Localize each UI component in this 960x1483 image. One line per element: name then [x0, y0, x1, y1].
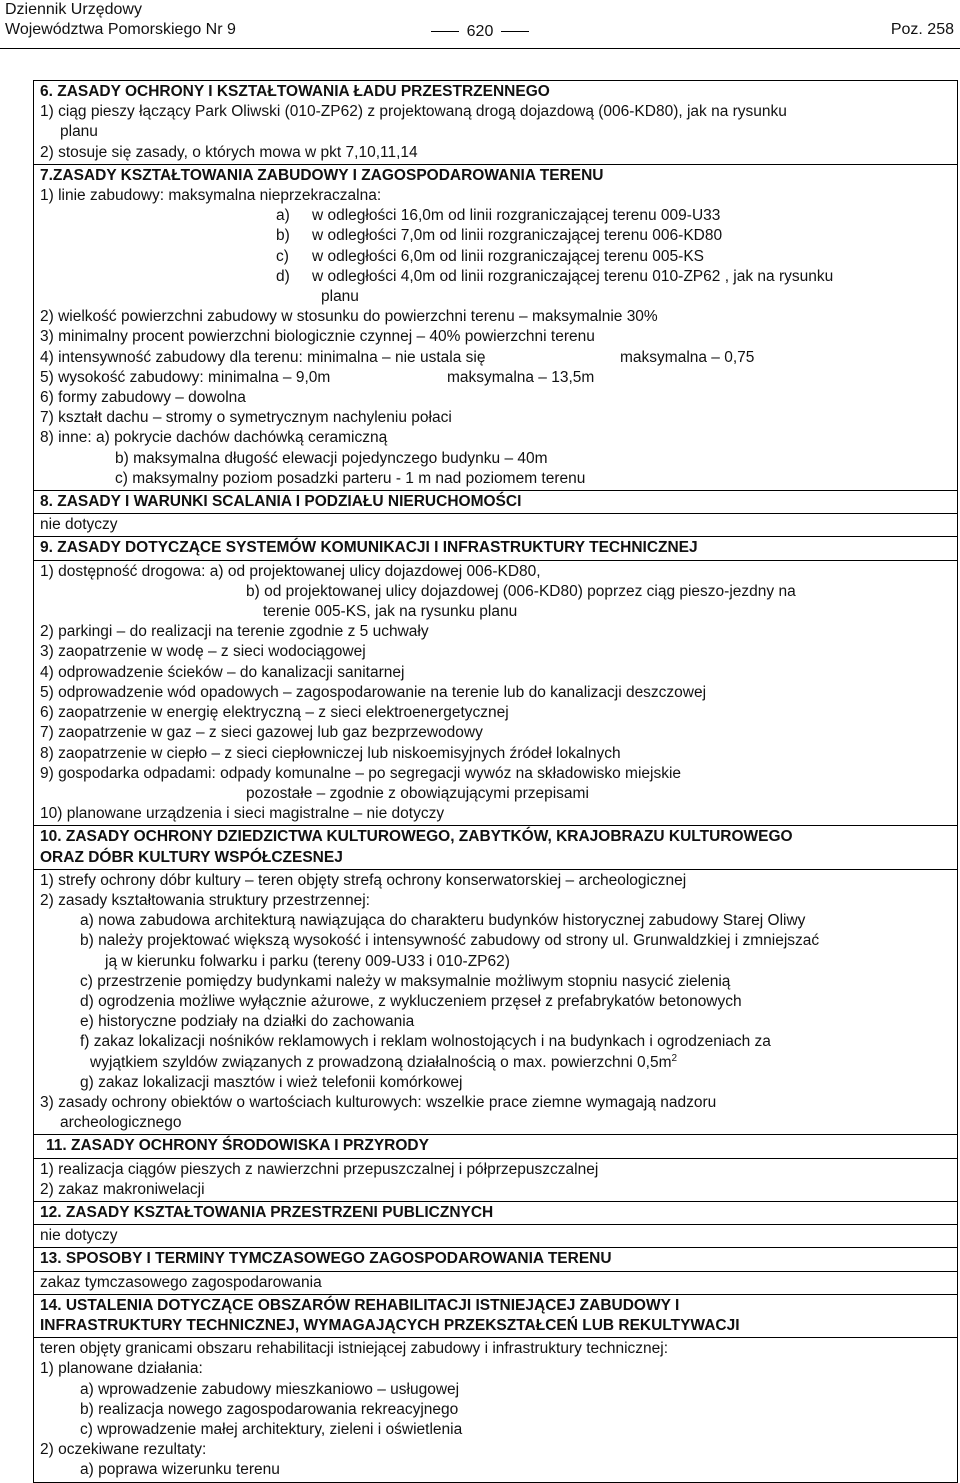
section-13-title: 13. SPOSOBY I TERMINY TYMCZASOWEGO ZAGOSPODAROWANIA TERENU — [40, 1250, 612, 1268]
section-10-item-2a: a) nowa zabudowa architekturą nawiązująca do charakteru budynków historycznej zabudowy Starej Oliwy — [80, 912, 806, 930]
section-9-item-1: 1) dostępność drogowa: a) od projektowanej ulicy dojazdowej 006-KD80, — [40, 562, 541, 580]
section-10-item-3: 3) zasady ochrony obiektów o wartościach kulturowych: wszelkie prace ziemne wymagają nadzoru — [40, 1093, 717, 1111]
section-12-text: nie dotyczy — [40, 1227, 118, 1245]
section-14-item-2: 2) oczekiwane rezultaty: — [40, 1441, 207, 1459]
section-7-item-1c: c) w odległości 6,0m od linii rozgraniczającej terenu 005-KS — [276, 247, 705, 265]
section-8-title: 8. ZASADY I WARUNKI SCALANIA I PODZIAŁU NIERUCHOMOŚCI — [40, 493, 522, 511]
section-7-item-7: 7) kształt dachu – stromy o symetrycznym nachyleniu połaci — [40, 409, 452, 427]
section-7-item-6: 6) formy zabudowy – dowolna — [40, 389, 246, 407]
section-14-item-1b: b) realizacja nowego zagospodarowania rekreacyjnego — [80, 1400, 459, 1418]
section-9-item-9b: pozostałe – zgodnie z obowiązującymi przepisami — [246, 784, 589, 802]
section-14-title-1: 14. USTALENIA DOTYCZĄCE OBSZARÓW REHABILITACJI ISTNIEJĄCEJ ZABUDOWY I — [40, 1296, 680, 1314]
section-14-title-2: INFRASTRUKTURY TECHNICZNEJ, WYMAGAJĄCYCH PRZEKSZTAŁCEŃ LUB REKULTYWACJI — [40, 1316, 740, 1334]
section-7-item-8: 8) inne: a) pokrycie dachów dachówką ceramiczną — [40, 429, 388, 447]
section-12-body — [33, 1224, 958, 1248]
voivodeship-title: Województwa Pomorskiego Nr 9 — [5, 21, 236, 38]
section-6-item-1-cont: planu — [60, 123, 98, 141]
section-11-body — [33, 1158, 958, 1202]
section-9-item-8: 8) zaopatrzenie w ciepło – z sieci ciepłowniczej lub niskoemisyjnych źródeł lokalnych — [40, 744, 621, 762]
section-13-text: zakaz tymczasowego zagospodarowania — [40, 1273, 322, 1291]
section-7-title: 7.ZASADY KSZTAŁTOWANIA ZABUDOWY I ZAGOSPODAROWANIA TERENU — [40, 166, 604, 184]
section-9-item-10: 10) planowane urządzenia i sieci magistralne – nie dotyczy — [40, 805, 445, 823]
section-14-item-1: 1) planowane działania: — [40, 1360, 203, 1378]
document-body — [33, 81, 958, 1483]
journal-title: Dziennik Urzędowy — [5, 1, 142, 18]
section-8 — [33, 490, 958, 514]
section-10-item-2c: c) przestrzenie pomiędzy budynkami należy w maksymalnie możliwym stopniu nasycić zielenią — [80, 972, 731, 990]
section-10-item-2g: g) zakaz lokalizacji masztów i wież telefonii komórkowej — [80, 1073, 463, 1091]
section-7-item-4: 4) intensywność zabudowy dla terenu: minimalna – nie ustala się maksymalna – 0,75 — [40, 348, 755, 366]
section-9-item-6: 6) zaopatrzenie w energię elektryczną – z sieci elektroenergetycznej — [40, 704, 509, 722]
section-9-item-4: 4) odprowadzenie ścieków – do kanalizacji sanitarnej — [40, 663, 405, 681]
section-10-item-2b: b) należy projektować większą wysokość i intensywność zabudowy od strony ul. Grunwaldzkiej i zmniejszać — [80, 932, 820, 950]
section-10-item-2f-cont: wyjątkiem szyldów związanych z prowadzoną działalnością o max. powierzchni $0,5m^2$ — [90, 1052, 678, 1071]
section-9-item-1b: b) od projektowanej ulicy dojazdowej (006-KD80) poprzez ciąg pieszo-jezdny na — [246, 582, 796, 600]
section-10-item-3-cont: archeologicznego — [60, 1114, 182, 1132]
section-12-title: 12. ZASADY KSZTAŁTOWANIA PRZESTRZENI PUBLICZNYCH — [40, 1203, 494, 1221]
section-7-item-1d: d) w odległości 4,0m od linii rozgraniczającej terenu 010-ZP62 , jak na rysunku — [276, 267, 834, 285]
position-label: Poz. 258 — [890, 21, 954, 38]
section-13 — [33, 1247, 958, 1271]
section-9-item-5: 5) odprowadzenie wód opadowych – zagospodarowanie na terenie lub do kanalizacji deszczowej — [40, 683, 707, 701]
section-11-item-2: 2) zakaz makroniwelacji — [40, 1180, 205, 1198]
section-14-item-1a: a) wprowadzenie zabudowy mieszkaniowo – usługowej — [80, 1380, 460, 1398]
section-12 — [33, 1201, 958, 1225]
section-9-item-9: 9) gospodarka odpadami: odpady komunalne – po segregacji wywóz na składowisko miejskie — [40, 764, 682, 782]
section-7-item-8c: c) maksymalny poziom posadzki parteru - 1 m nad poziomem terenu — [115, 469, 586, 487]
section-7-item-8b: b) maksymalna długość elewacji pojedynczego budynku – 40m — [115, 449, 548, 467]
section-10-title-1: 10. ZASADY OCHRONY DZIEDZICTWA KULTUROWEGO, ZABYTKÓW, KRAJOBRAZU KULTUROWEGO — [40, 828, 793, 846]
section-10 — [33, 825, 958, 869]
section-14-item-2a: a) poprawa wizerunku terenu — [80, 1461, 280, 1479]
section-8-text: nie dotyczy — [40, 516, 118, 534]
section-14 — [33, 1294, 958, 1338]
section-7-item-1d-cont: planu — [321, 288, 359, 306]
section-10-item-2b-cont: ją w kierunku folwarku i parku (tereny 009-U33 i 010-ZP62) — [105, 952, 510, 970]
section-14-body — [33, 1337, 958, 1482]
section-10-title-2: ORAZ DÓBR KULTURY WSPÓŁCZESNEJ — [40, 848, 343, 866]
section-7-item-5: 5) wysokość zabudowy: minimalna – 9,0m maksymalna – 13,5m — [40, 368, 595, 386]
section-9 — [33, 536, 958, 560]
section-9-item-1c: terenie 005-KS, jak na rysunku planu — [263, 603, 518, 621]
section-6-item-1: 1) ciąg pieszy łączący Park Oliwski (010-ZP62) z projektowaną drogą dojazdową (006-KD80), jak na rysunku — [40, 103, 787, 121]
page-number: 620 — [0, 22, 960, 42]
section-6 — [33, 80, 958, 165]
section-14-intro: teren objęty granicami obszaru rehabilitacji istniejącej zabudowy i infrastruktury technicznej: — [40, 1340, 669, 1358]
section-10-body — [33, 869, 958, 1136]
section-10-item-2: 2) zasady kształtowania struktury przestrzennej: — [40, 891, 370, 909]
section-8-body — [33, 513, 958, 537]
section-9-item-3: 3) zaopatrzenie w wodę – z sieci wodociągowej — [40, 643, 366, 661]
header-divider — [0, 48, 960, 49]
section-14-item-1c: c) wprowadzenie małej architektury, zieleni i oświetlenia — [80, 1421, 463, 1438]
section-9-item-2: 2) parkingi – do realizacji na terenie zgodnie z 5 uchwały — [40, 623, 429, 641]
section-10-item-2d: d) ogrodzenia możliwe wyłącznie ażurowe, z wykluczeniem przęseł z prefabrykatów betonowych — [80, 992, 742, 1010]
section-10-item-2e: e) historyczne podziały na działki do zachowania — [80, 1013, 415, 1031]
section-6-item-2: 2) stosuje się zasady, o których mowa w pkt 7,10,11,14 — [40, 143, 418, 161]
section-7-item-3: 3) minimalny procent powierzchni biologicznie czynnej – 40% powierzchni terenu — [40, 328, 595, 346]
section-7-item-1b: b) w odległości 7,0m od linii rozgraniczającej terenu 006-KD80 — [276, 227, 723, 245]
section-13-body — [33, 1271, 958, 1295]
section-9-body — [33, 560, 958, 827]
section-11-title: 11. ZASADY OCHRONY ŚRODOWISKA I PRZYRODY — [46, 1137, 429, 1155]
section-7-item-1: 1) linie zabudowy: maksymalna nieprzekraczalna: — [40, 187, 382, 205]
section-10-item-1: 1) strefy ochrony dóbr kultury – teren objęty strefą ochrony konserwatorskiej – archeologicznej — [40, 871, 687, 889]
section-11 — [33, 1134, 958, 1158]
section-7 — [33, 164, 958, 491]
section-10-item-2f: f) zakaz lokalizacji nośników reklamowych i reklam wolnostojących i na budynkach i ogrodzeniach za — [80, 1033, 771, 1051]
section-7-item-2: 2) wielkość powierzchni zabudowy w stosunku do powierzchni terenu – maksymalnie 30% — [40, 308, 658, 326]
section-7-item-1a: a) w odległości 16,0m od linii rozgraniczającej terenu 009-U33 — [276, 207, 721, 225]
section-9-title: 9. ZASADY DOTYCZĄCE SYSTEMÓW KOMUNIKACJI I INFRASTRUKTURY TECHNICZNEJ — [40, 539, 698, 557]
section-6-title: 6. ZASADY OCHRONY I KSZTAŁTOWANIA ŁADU PRZESTRZENNEGO — [40, 83, 550, 100]
section-11-item-1: 1) realizacja ciągów pieszych z nawierzchni przepuszczalnej i półprzepuszczalnej — [40, 1160, 599, 1178]
section-9-item-7: 7) zaopatrzenie w gaz – z sieci gazowej lub gaz bezprzewodowy — [40, 724, 483, 742]
